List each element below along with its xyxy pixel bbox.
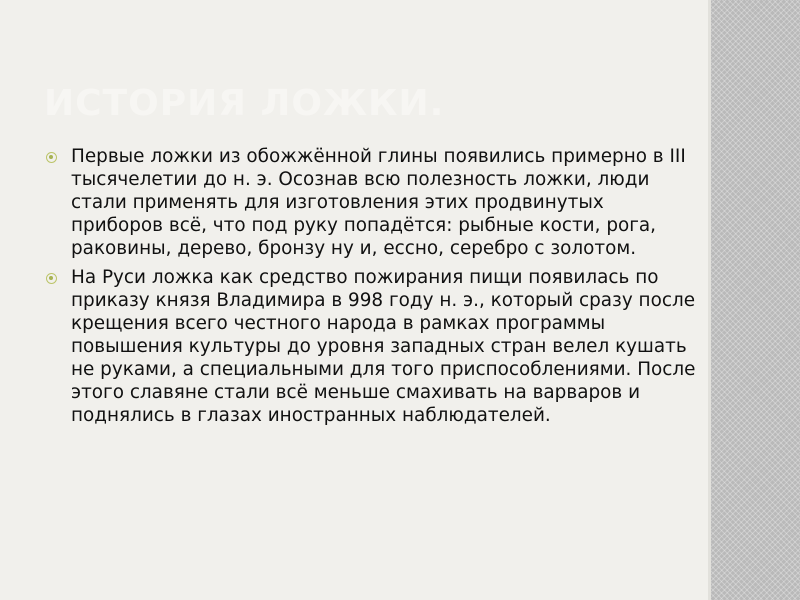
bullet-text-1: Первые ложки из обожжённой глины появились примерно в III тысячелетии до н. э. Осознав всю полезность ложки, люди стали применять для изготовления этих продвинутых приборов всё, что под руку попадётся: рыбные кости, рога, раковины, дерево, бронзу ну и, ессно, серебро с золотом. — [71, 146, 686, 259]
circle-bullet-icon — [46, 152, 57, 163]
bullet-text-2: На Руси ложка как средство пожирания пищи появилась по приказу князя Владимира в 998 году н. э., который сразу после крещения всего честного народа в рамках программы повышения культуры до уровня западных стран велел кушать не руками, а специальными для того приспособлениями. После этого славяне стали всё меньше смахивать на варваров и поднялись в глазах иностранных наблюдателей. — [71, 267, 696, 426]
bullet-item-2 — [44, 266, 699, 427]
slide-title: ИСТОРИЯ ЛОЖКИ. — [44, 83, 445, 124]
bullet-list — [44, 145, 699, 433]
decorative-side-band — [711, 0, 800, 600]
bullet-item-1 — [44, 145, 699, 260]
circle-bullet-icon — [46, 273, 57, 284]
